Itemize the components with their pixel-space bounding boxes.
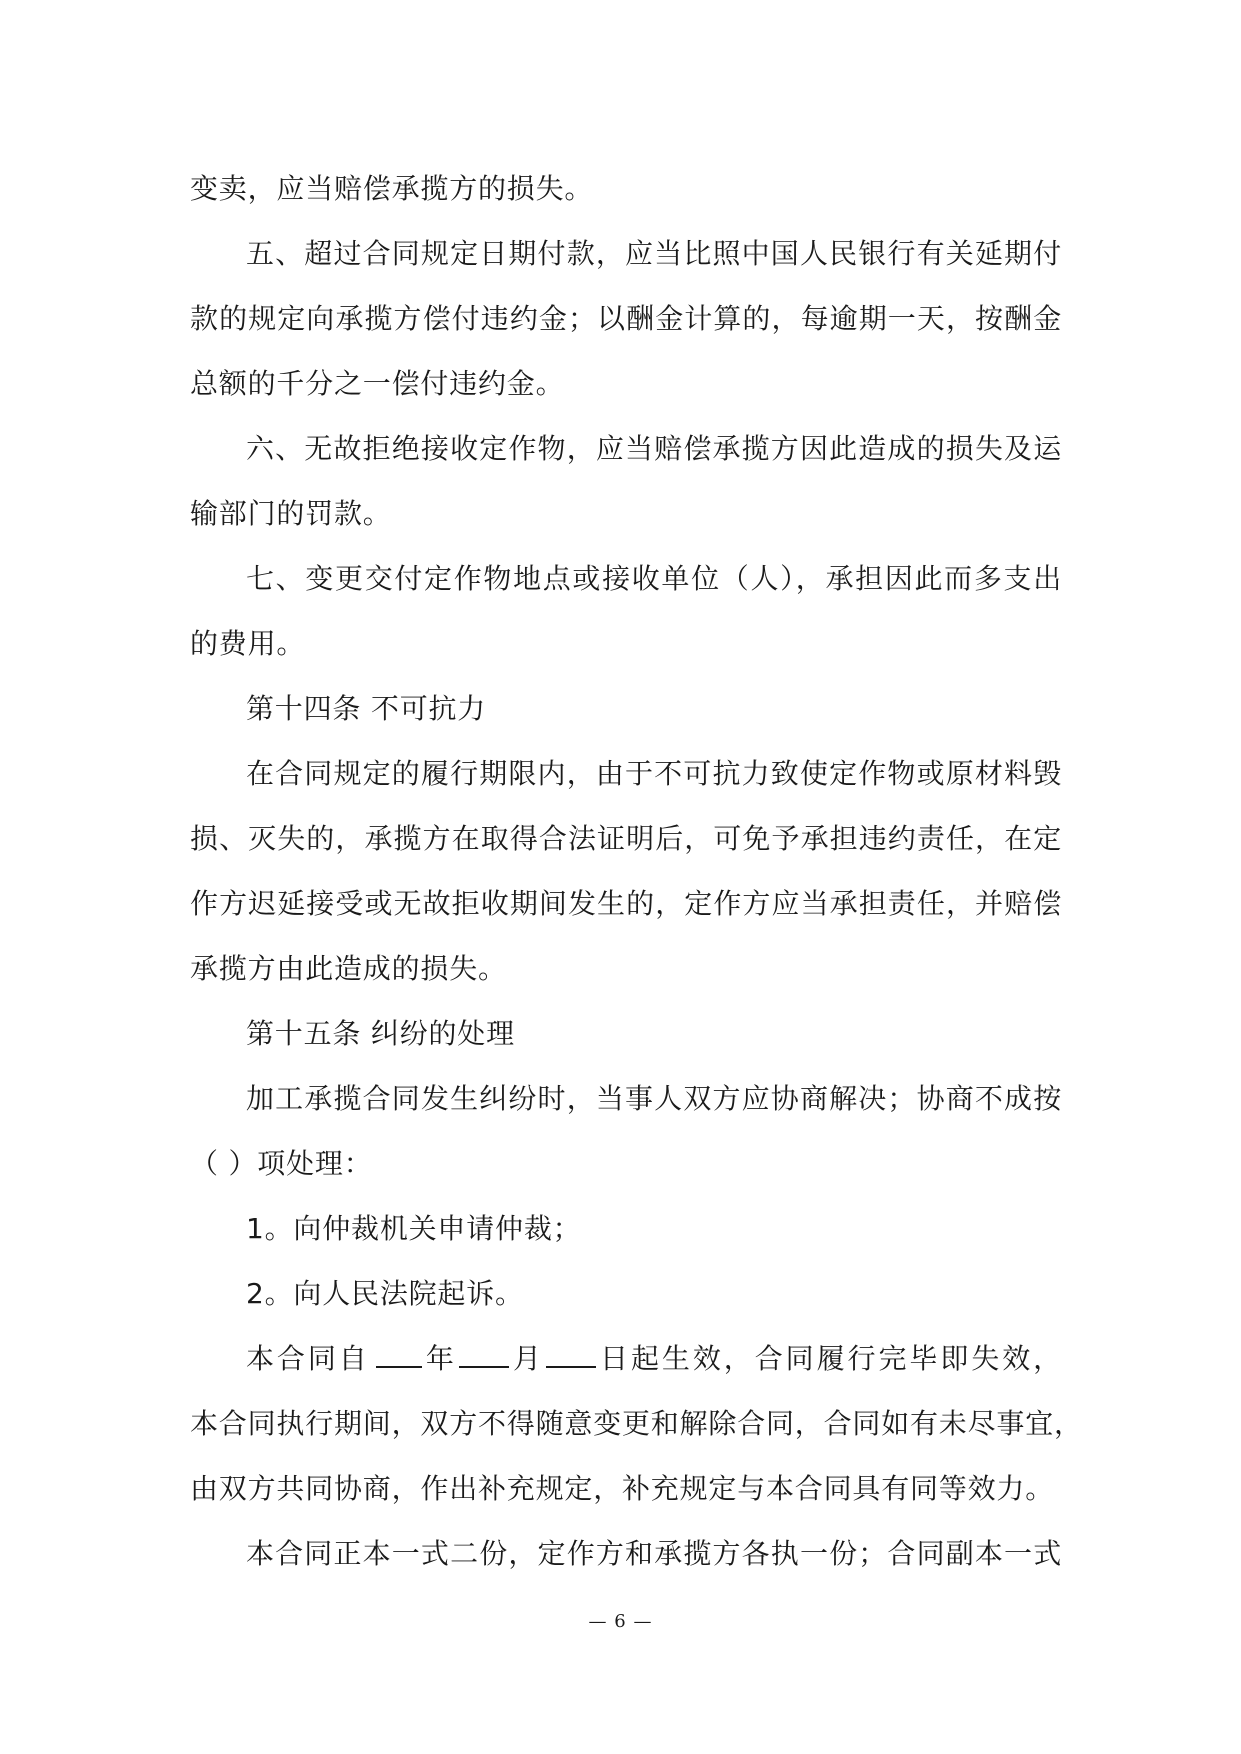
paragraph-line: 在合同规定的履行期限内，由于不可抗力致使定作物或原材料毁 (246, 757, 1062, 790)
paragraph-line: 本合同正本一式二份，定作方和承揽方各执一份；合同副本一式 (246, 1537, 1062, 1570)
paragraph-line: 承揽方由此造成的损失。 (190, 952, 507, 985)
list-item: 2。向人民法院起诉。 (246, 1277, 524, 1310)
paragraph-line: 五、超过合同规定日期付款，应当比照中国人民银行有关延期付 (246, 237, 1062, 270)
article-heading: 第十四条 不可抗力 (246, 692, 487, 725)
paragraph-line: 七、变更交付定作物地点或接收单位（人），承担因此而多支出 (246, 562, 1062, 595)
effective-text-end: 日起生效，合同履行完毕即失效， (597, 1342, 1062, 1375)
document-body (190, 156, 1083, 1586)
paragraph-line: （ ）项处理： (190, 1147, 373, 1180)
page-number: — 6 — (588, 1611, 653, 1632)
paragraph-line: 加工承揽合同发生纠纷时，当事人双方应协商解决；协商不成按 (246, 1082, 1062, 1115)
paragraph-line: 作方迟延接受或无故拒收期间发生的，定作方应当承担责任，并赔偿 (190, 887, 1062, 920)
paragraph-line: 的费用。 (190, 627, 306, 660)
paragraph-line: 款的规定向承揽方偿付违约金；以酬金计算的，每逾期一天，按酬金 (190, 302, 1062, 335)
article-heading: 第十五条 纠纷的处理 (246, 1017, 515, 1050)
paragraph-line: 六、无故拒绝接收定作物，应当赔偿承揽方因此造成的损失及运 (246, 432, 1062, 465)
month-label: 月 (510, 1342, 544, 1375)
effective-date-line (190, 1326, 1062, 1391)
list-item: 1。向仲裁机关申请仲裁； (246, 1212, 582, 1245)
year-blank (376, 1332, 422, 1368)
year-label: 年 (423, 1342, 457, 1375)
paragraph-line: 变卖，应当赔偿承揽方的损失。 (190, 172, 594, 205)
day-blank (546, 1332, 596, 1368)
paragraph-line: 损、灭失的，承揽方在取得合法证明后，可免予承担违约责任，在定 (190, 822, 1062, 855)
effective-text-start: 本合同自 (246, 1342, 370, 1375)
paragraph-line: 总额的千分之一偿付违约金。 (190, 367, 565, 400)
paragraph-line: 由双方共同协商，作出补充规定，补充规定与本合同具有同等效力。 (190, 1472, 1055, 1505)
month-blank (459, 1332, 509, 1368)
paragraph-line: 本合同执行期间，双方不得随意变更和解除合同，合同如有未尽事宜， (190, 1407, 1083, 1440)
paragraph-line: 输部门的罚款。 (190, 497, 392, 530)
